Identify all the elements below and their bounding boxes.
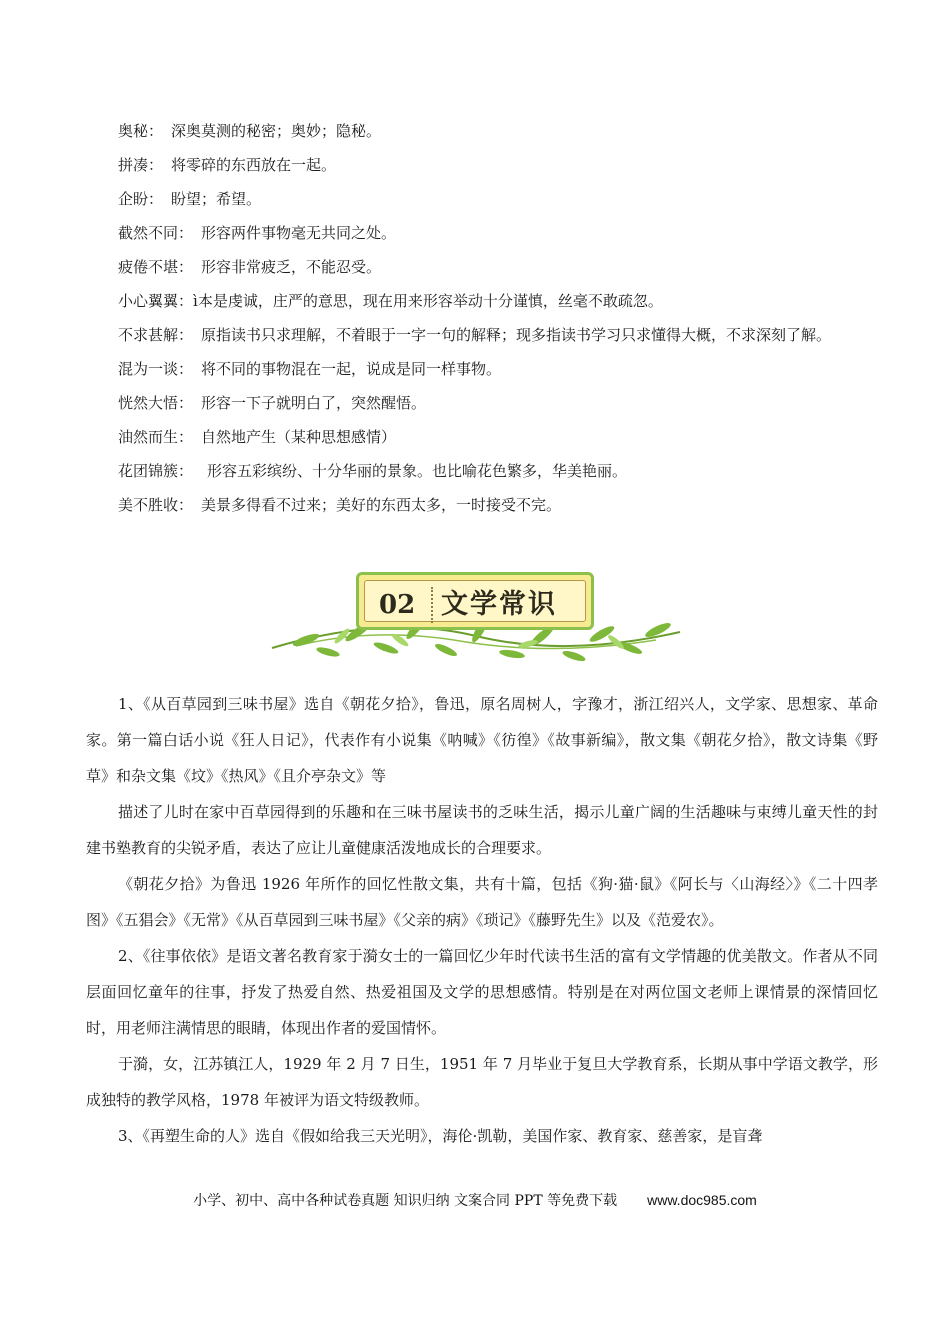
vocab-definition: 原指读书只求理解，不着眼于一字一句的解释；现多指读书学习只求懂得大概，不求深刻了解。	[201, 326, 832, 344]
section-number: 02	[379, 590, 416, 620]
vocab-definition: ì本是虔诚，庄严的意思，现在用来形容举动十分谨慎，丝毫不敢疏忽。	[193, 292, 663, 310]
literature-notes	[86, 686, 878, 1154]
vocab-definition: 形容一下子就明白了，突然醒悟。	[201, 394, 427, 412]
page-footer	[0, 1186, 950, 1214]
vocab-definition: 自然地产生（某种思想感情）	[201, 428, 397, 446]
section-title: 文学常识	[441, 589, 557, 620]
vocab-item	[86, 386, 886, 420]
vocab-definition: 形容五彩缤纷、十分华丽的景象。也比喻花色繁多，华美艳丽。	[207, 462, 628, 480]
vocab-term: 恍然大悟：	[118, 394, 194, 412]
vocab-item	[86, 216, 886, 250]
banner-frame	[356, 572, 594, 630]
paragraph: 1、《从百草园到三味书屋》选自《朝花夕拾》，鲁迅，原名周树人，字豫才，浙江绍兴人，文学家、思想家、革命家。第一篇白话小说《狂人日记》，代表作有小说集《呐喊》《彷徨》《故事新编》，散文集《朝花夕拾》，散文诗集《野草》和杂文集《坟》《热风》《且介亭杂文》等	[86, 695, 878, 785]
vocab-item	[86, 148, 886, 182]
vocab-definition: 形容两件事物毫无共同之处。	[201, 224, 397, 242]
vocab-term: 疲倦不堪：	[118, 258, 194, 276]
vocab-item	[86, 352, 886, 386]
vocab-term: 花团锦簇：	[118, 462, 194, 480]
footer-site-link[interactable]: www.doc985.com	[647, 1192, 757, 1208]
vocab-definition: 将零碎的东西放在一起。	[171, 156, 337, 174]
vocab-item	[86, 454, 886, 488]
vocab-item	[86, 318, 886, 352]
vocabulary-list	[86, 114, 886, 522]
vocab-item	[86, 488, 886, 522]
vocab-term: 油然而生：	[118, 428, 194, 446]
vocab-term: 截然不同：	[118, 224, 194, 242]
vocab-term: 拼凑：	[118, 156, 164, 174]
vocab-definition: 形容非常疲乏，不能忍受。	[201, 258, 382, 276]
vocab-term: 奥秘：	[118, 122, 164, 140]
vocab-term: 美不胜收：	[118, 496, 194, 514]
paragraph: 描述了儿时在家中百草园得到的乐趣和在三味书屋读书的乏味生活，揭示儿童广阔的生活趣味与束缚儿童天性的封建书塾教育的尖锐矛盾，表达了应让儿童健康活泼地成长的合理要求。	[86, 803, 878, 857]
vocab-item	[86, 284, 886, 318]
vocab-item	[86, 420, 886, 454]
vocab-term: 不求甚解：	[118, 326, 194, 344]
paragraph: 2、《往事依依》是语文著名教育家于漪女士的一篇回忆少年时代读书生活的富有文学情趣的优美散文。作者从不同层面回忆童年的往事，抒发了热爱自然、热爱祖国及文学的思想感情。特别是在对两位国文老师上课情景的深情回忆时，用老师注满情思的眼睛，体现出作者的爱国情怀。	[86, 947, 878, 1037]
vocab-definition: 盼望；希望。	[171, 190, 262, 208]
vocab-item	[86, 114, 886, 148]
section-banner	[266, 566, 686, 666]
vocab-item	[86, 250, 886, 284]
vocab-definition: 将不同的事物混在一起，说成是同一样事物。	[201, 360, 502, 378]
vocab-term: 小心翼翼：	[118, 292, 194, 310]
footer-text: 小学、初中、高中各种试卷真题 知识归纳 文案合同 PPT 等免费下载	[193, 1193, 618, 1209]
vocab-term: 企盼：	[118, 190, 164, 208]
banner-inner	[364, 580, 586, 622]
vocab-term: 混为一谈：	[118, 360, 194, 378]
paragraph: 3、《再塑生命的人》选自《假如给我三天光明》，海伦·凯勒，美国作家、教育家、慈善家，是盲聋	[118, 1127, 763, 1145]
paragraph: 《朝花夕拾》为鲁迅 1926 年所作的回忆性散文集，共有十篇，包括《狗·猫·鼠》《阿长与〈山海经〉》《二十四孝图》《五猖会》《无常》《从百草园到三味书屋》《父亲的病》《琐记》《藤野先生》以及《范爱农》。	[86, 875, 878, 929]
banner-divider	[431, 587, 434, 623]
paragraph: 于漪，女，江苏镇江人，1929 年 2 月 7 日生，1951 年 7 月毕业于复旦大学教育系，长期从事中学语文教学，形成独特的教学风格，1978 年被评为语文特级教师。	[86, 1055, 878, 1109]
vocab-definition: 美景多得看不过来；美好的东西太多，一时接受不完。	[201, 496, 562, 514]
vocab-item	[86, 182, 886, 216]
vocab-definition: 深奥莫测的秘密；奥妙；隐秘。	[171, 122, 382, 140]
